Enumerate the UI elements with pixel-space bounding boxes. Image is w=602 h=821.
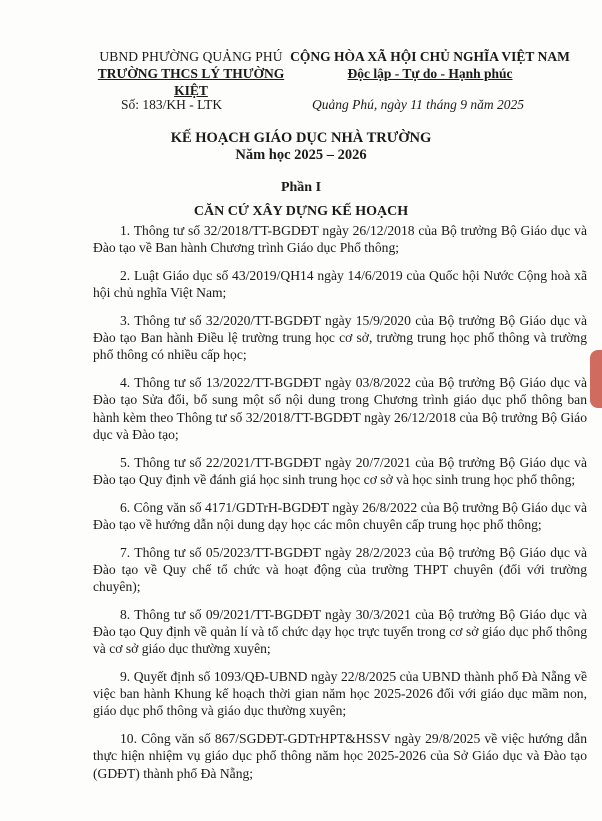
document-title-block bbox=[0, 130, 602, 164]
issuing-agency: UBND PHƯỜNG QUẢNG PHÚ bbox=[99, 49, 283, 64]
national-title: CỘNG HÒA XÃ HỘI CHỦ NGHĨA VIỆT NAM bbox=[290, 49, 570, 64]
date-line: Quảng Phú, ngày 11 tháng 9 năm 2025 bbox=[312, 97, 524, 112]
document-number: Số: 183/KH - LTK bbox=[121, 97, 223, 112]
list-item: 3. Thông tư số 32/2020/TT-BGDĐT ngày 15/9/2020 của Bộ trưởng Bộ Giáo dục và Đào tạo Ban hành Điều lệ trường trung học cơ sở, trường trung học phổ thông và trường phổ thông có nhiều cấp học; bbox=[93, 313, 587, 363]
school-year: Năm học 2025 – 2026 bbox=[235, 147, 367, 163]
list-item: 8. Thông tư số 09/2021/TT-BGDĐT ngày 30/3/2021 của Bộ trưởng Bộ Giáo dục và Đào tạo Quy định về quản lí và tổ chức dạy học trực tuyến trong cơ sở giáo dục phổ thông và cơ sở giáo dục thường xuyên; bbox=[93, 606, 587, 657]
part-heading-block bbox=[0, 179, 602, 221]
national-motto: Độc lập - Tự do - Hạnh phúc bbox=[347, 66, 513, 81]
list-item: 4. Thông tư số 13/2022/TT-BGDĐT ngày 03/8/2022 của Bộ trưởng Bộ Giáo dục và Đào tạo Sửa đổi, bổ sung một số nội dung trong Chương trình giáo dục phổ thông ban hành kèm theo Thông tư số 32/2018/TT-BGDĐT ngày 26/12/2018 của Bộ trưởng Bộ Giáo dục và Đào tạo; bbox=[93, 375, 587, 442]
part-label: Phần I bbox=[280, 180, 322, 195]
national-motto-block bbox=[280, 48, 580, 82]
list-item: 2. Luật Giáo dục số 43/2019/QH14 ngày 14/6/2019 của Quốc hội Nước Cộng hoà xã hội chủ nghĩa Việt Nam; bbox=[93, 268, 587, 301]
list-item: 5. Thông tư số 22/2021/TT-BGDĐT ngày 20/7/2021 của Bộ trưởng Bộ Giáo dục và Đào tạo Quy định về đánh giá học sinh trung học cơ sở và học sinh trung học phổ thông; bbox=[93, 454, 587, 487]
list-item: 1. Thông tư số 32/2018/TT-BGDĐT ngày 26/12/2018 của Bộ trưởng Bộ Giáo dục và Đào tạo về Ban hành Chương trình Giáo dục Phổ thông; bbox=[93, 223, 587, 256]
list-item: 10. Công văn số 867/SGDĐT-GDTrHPT&HSSV ngày 29/8/2025 về việc hướng dẫn thực hiện nhiệm vụ giáo dục phổ thông năm học 2025-2026 của Sở Giáo dục và Đào tạo (GDĐT) thành phố Đà Nẵng; bbox=[93, 731, 587, 781]
school-name: TRƯỜNG THCS LÝ THƯỜNG KIỆT bbox=[97, 66, 285, 98]
list-item: 6. Công văn số 4171/GDTrH-BGDĐT ngày 26/8/2022 của Bộ trưởng Bộ Giáo dục và Đào tạo về hướng dẫn nội dung dạy học các môn chuyên cấp trung học phổ thông; bbox=[93, 499, 587, 532]
issuer-block bbox=[96, 48, 286, 99]
legal-basis-list bbox=[93, 222, 587, 792]
part-heading: CĂN CỨ XÂY DỰNG KẾ HOẠCH bbox=[193, 204, 409, 219]
list-item: 9. Quyết định số 1093/QĐ-UBND ngày 22/8/2025 của UBND thành phố Đà Nẵng về việc ban hành Khung kế hoạch thời gian năm học 2025-2026 đối với giáo dục mầm non, giáo dục phổ thông và giáo dục thường xuyên; bbox=[93, 669, 587, 719]
document-title: KẾ HOẠCH GIÁO DỤC NHÀ TRƯỜNG bbox=[170, 130, 432, 146]
list-item: 7. Thông tư số 05/2023/TT-BGDĐT ngày 28/2/2023 của Bộ trưởng Bộ Giáo dục và Đào tạo về Quy chế tổ chức và hoạt động của trường THPT chuyên (đối với trường chuyên); bbox=[93, 544, 587, 595]
red-seal-mark bbox=[590, 350, 602, 408]
